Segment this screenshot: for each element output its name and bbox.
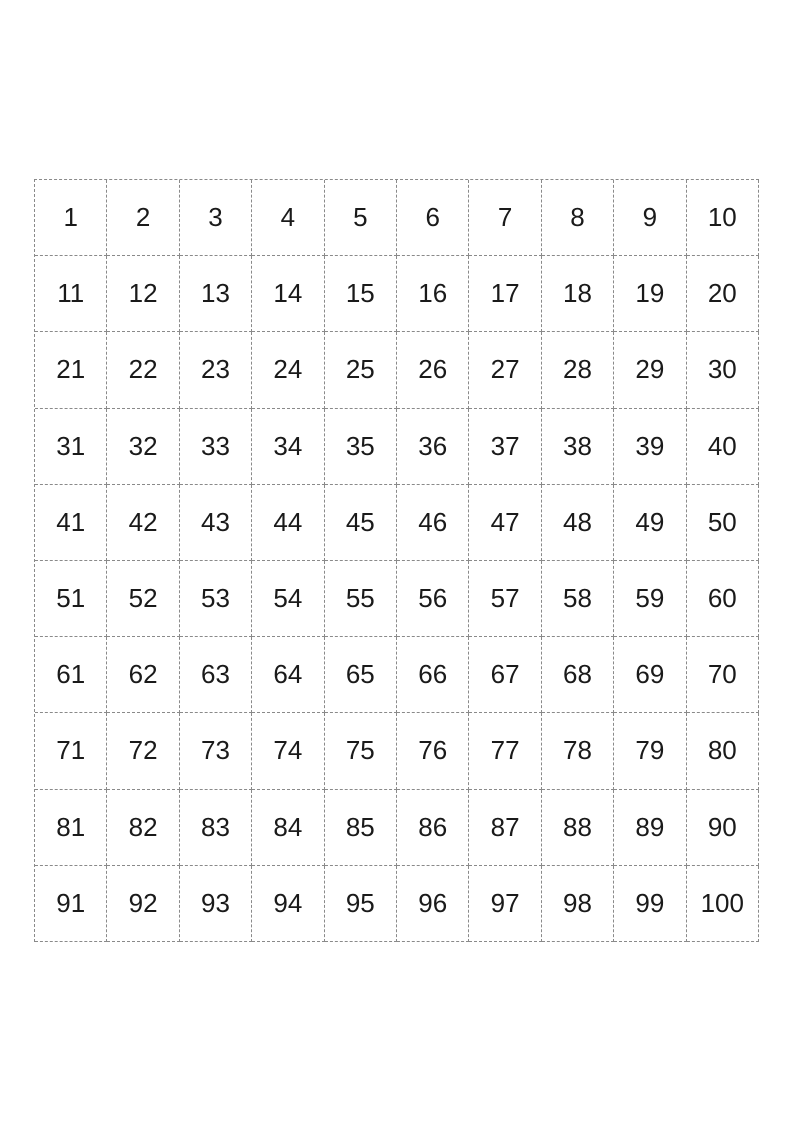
number-cell: 94 (252, 866, 324, 942)
number-cell: 76 (397, 713, 469, 789)
number-cell: 10 (687, 180, 759, 256)
number-cell: 73 (180, 713, 252, 789)
number-cell: 12 (107, 256, 179, 332)
number-cell: 23 (180, 332, 252, 408)
number-cell: 71 (35, 713, 107, 789)
number-cell: 39 (614, 409, 686, 485)
number-cell: 84 (252, 790, 324, 866)
number-cell: 66 (397, 637, 469, 713)
number-cell: 60 (687, 561, 759, 637)
number-cell: 61 (35, 637, 107, 713)
number-cell: 53 (180, 561, 252, 637)
number-cell: 27 (469, 332, 541, 408)
number-cell: 35 (325, 409, 397, 485)
number-cell: 72 (107, 713, 179, 789)
number-cell: 59 (614, 561, 686, 637)
number-cell: 81 (35, 790, 107, 866)
number-cell: 43 (180, 485, 252, 561)
number-cell: 38 (542, 409, 614, 485)
number-cell: 55 (325, 561, 397, 637)
number-cell: 40 (687, 409, 759, 485)
number-cell: 92 (107, 866, 179, 942)
number-cell: 70 (687, 637, 759, 713)
number-cell: 75 (325, 713, 397, 789)
number-cell: 21 (35, 332, 107, 408)
number-cell: 100 (687, 866, 759, 942)
number-cell: 96 (397, 866, 469, 942)
number-cell: 29 (614, 332, 686, 408)
number-cell: 13 (180, 256, 252, 332)
hundred-chart-grid (34, 179, 759, 942)
number-cell: 80 (687, 713, 759, 789)
number-cell: 42 (107, 485, 179, 561)
number-cell: 82 (107, 790, 179, 866)
number-cell: 49 (614, 485, 686, 561)
number-cell: 18 (542, 256, 614, 332)
number-cell: 97 (469, 866, 541, 942)
number-cell: 17 (469, 256, 541, 332)
number-cell: 69 (614, 637, 686, 713)
number-cell: 14 (252, 256, 324, 332)
number-cell: 77 (469, 713, 541, 789)
number-cell: 8 (542, 180, 614, 256)
number-cell: 30 (687, 332, 759, 408)
number-cell: 47 (469, 485, 541, 561)
number-cell: 83 (180, 790, 252, 866)
number-cell: 48 (542, 485, 614, 561)
number-cell: 88 (542, 790, 614, 866)
number-cell: 93 (180, 866, 252, 942)
number-cell: 32 (107, 409, 179, 485)
number-cell: 98 (542, 866, 614, 942)
number-cell: 85 (325, 790, 397, 866)
number-cell: 4 (252, 180, 324, 256)
number-cell: 51 (35, 561, 107, 637)
number-cell: 3 (180, 180, 252, 256)
number-cell: 79 (614, 713, 686, 789)
number-cell: 67 (469, 637, 541, 713)
number-cell: 1 (35, 180, 107, 256)
number-cell: 9 (614, 180, 686, 256)
number-cell: 57 (469, 561, 541, 637)
number-cell: 78 (542, 713, 614, 789)
number-cell: 2 (107, 180, 179, 256)
number-cell: 37 (469, 409, 541, 485)
number-cell: 52 (107, 561, 179, 637)
number-cell: 65 (325, 637, 397, 713)
number-cell: 33 (180, 409, 252, 485)
number-cell: 34 (252, 409, 324, 485)
number-cell: 63 (180, 637, 252, 713)
number-cell: 68 (542, 637, 614, 713)
number-cell: 22 (107, 332, 179, 408)
number-cell: 25 (325, 332, 397, 408)
number-cell: 7 (469, 180, 541, 256)
number-cell: 89 (614, 790, 686, 866)
number-cell: 62 (107, 637, 179, 713)
number-cell: 45 (325, 485, 397, 561)
number-cell: 20 (687, 256, 759, 332)
number-cell: 28 (542, 332, 614, 408)
number-cell: 95 (325, 866, 397, 942)
number-cell: 24 (252, 332, 324, 408)
number-cell: 91 (35, 866, 107, 942)
number-cell: 31 (35, 409, 107, 485)
number-cell: 6 (397, 180, 469, 256)
number-cell: 11 (35, 256, 107, 332)
number-cell: 16 (397, 256, 469, 332)
number-cell: 56 (397, 561, 469, 637)
number-cell: 90 (687, 790, 759, 866)
number-cell: 64 (252, 637, 324, 713)
number-cell: 41 (35, 485, 107, 561)
number-cell: 87 (469, 790, 541, 866)
number-cell: 74 (252, 713, 324, 789)
number-cell: 26 (397, 332, 469, 408)
number-cell: 46 (397, 485, 469, 561)
number-cell: 99 (614, 866, 686, 942)
number-cell: 86 (397, 790, 469, 866)
number-cell: 19 (614, 256, 686, 332)
number-cell: 44 (252, 485, 324, 561)
number-cell: 54 (252, 561, 324, 637)
number-cell: 5 (325, 180, 397, 256)
number-cell: 36 (397, 409, 469, 485)
number-cell: 15 (325, 256, 397, 332)
number-cell: 50 (687, 485, 759, 561)
number-cell: 58 (542, 561, 614, 637)
